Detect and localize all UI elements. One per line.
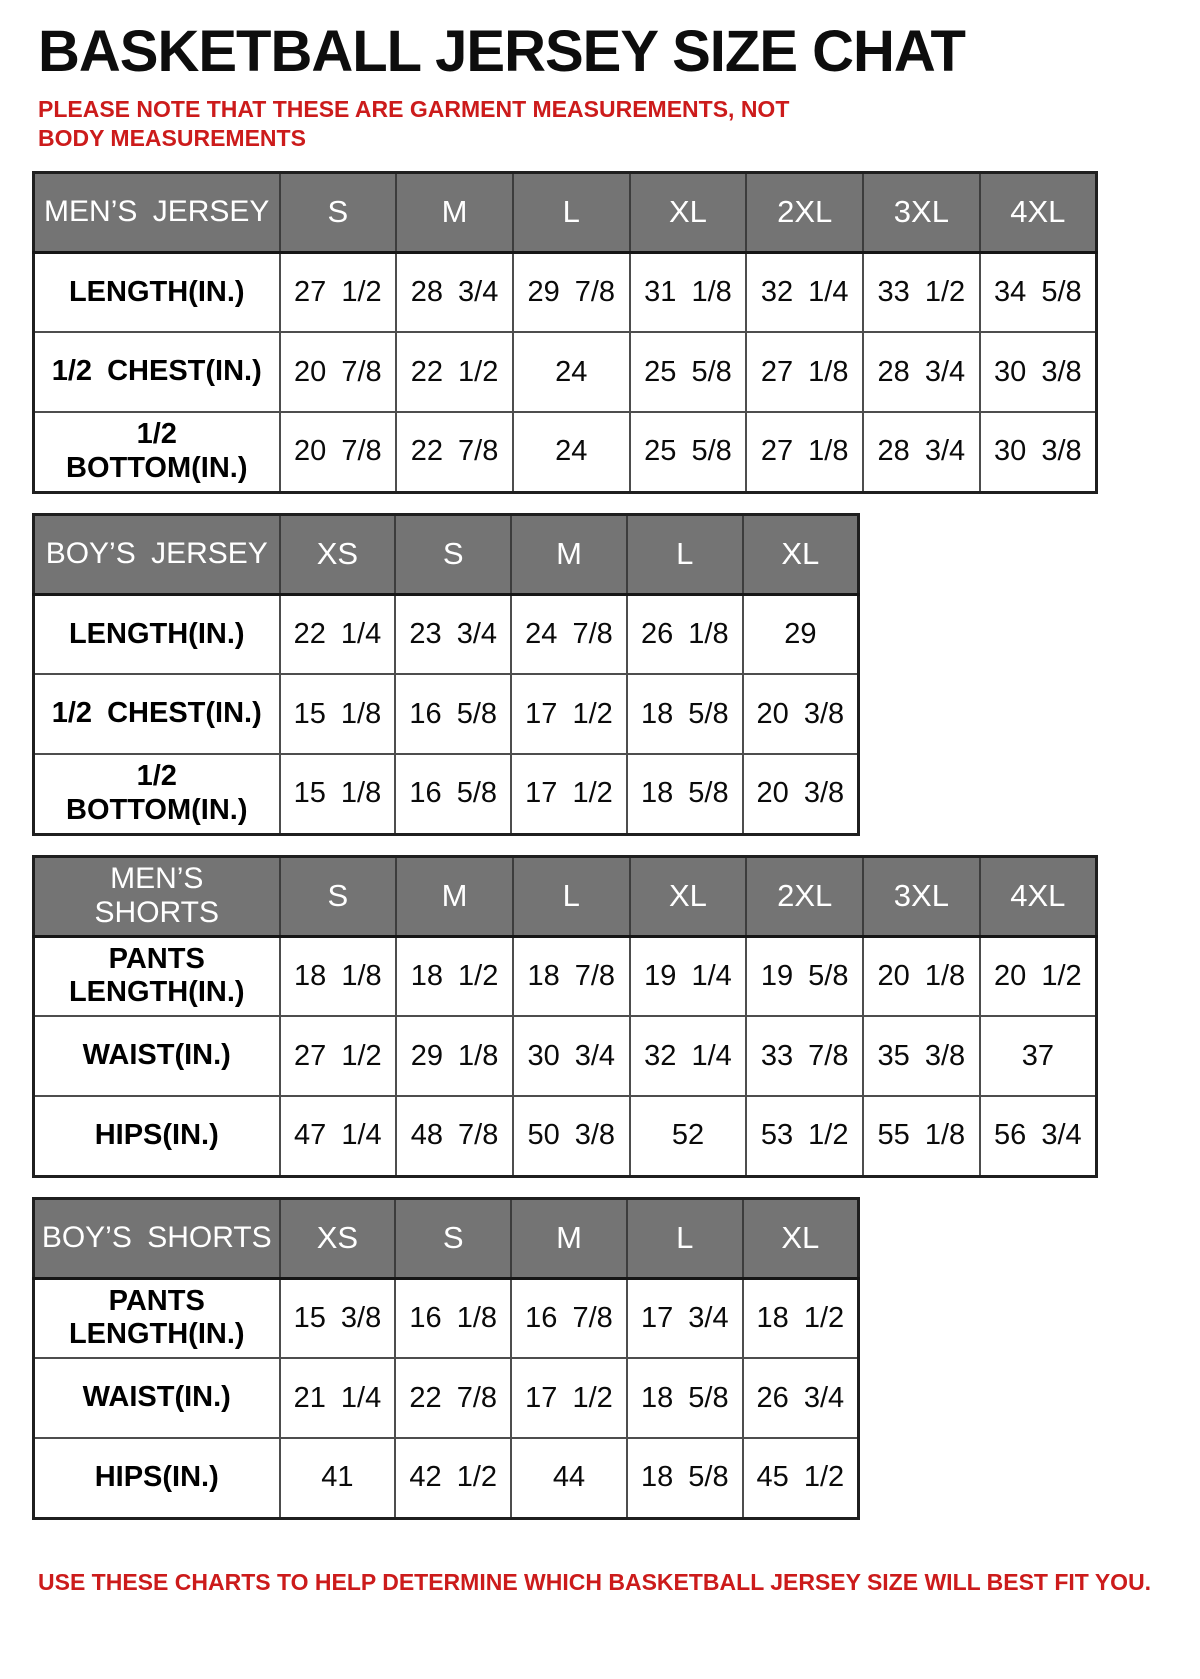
measurement-value: 56 3/4: [980, 1096, 1097, 1176]
measurement-value: 28 3/4: [863, 332, 980, 412]
size-column-header: 4XL: [980, 172, 1097, 252]
size-column-header: 3XL: [863, 856, 980, 936]
measurement-value: 26 1/8: [627, 594, 743, 674]
measurement-value: 16 7/8: [511, 1278, 627, 1358]
measurement-value: 32 1/4: [746, 252, 863, 332]
table-title-cell: BOY’S JERSEY: [34, 514, 280, 594]
measurement-value: 53 1/2: [746, 1096, 863, 1176]
measurement-value: 25 5/8: [630, 332, 747, 412]
row-label: PANTS LENGTH(IN.): [34, 936, 280, 1016]
measurement-value: 18 5/8: [627, 1358, 743, 1438]
measurement-value: 22 1/4: [280, 594, 396, 674]
measurement-value: 16 1/8: [395, 1278, 511, 1358]
measurement-value: 19 5/8: [746, 936, 863, 1016]
measurement-value: 33 7/8: [746, 1016, 863, 1096]
size-table-mens-jersey: [32, 171, 1098, 494]
row-label: PANTS LENGTH(IN.): [34, 1278, 280, 1358]
measurement-value: 55 1/8: [863, 1096, 980, 1176]
table-title-cell: MEN’S SHORTS: [34, 856, 280, 936]
measurement-value: 22 1/2: [396, 332, 513, 412]
measurement-value: 48 7/8: [396, 1096, 513, 1176]
header-row: [34, 1198, 859, 1278]
size-column-header: S: [395, 1198, 511, 1278]
header-row: [34, 856, 1097, 936]
measurement-value: 16 5/8: [395, 674, 511, 754]
row-label: LENGTH(IN.): [34, 594, 280, 674]
measurement-row: [34, 754, 859, 834]
measurement-value: 28 3/4: [396, 252, 513, 332]
size-column-header: 4XL: [980, 856, 1097, 936]
fit-note: USE THESE CHARTS TO HELP DETERMINE WHICH BASKETBALL JERSEY SIZE WILL BEST FIT YOU.: [38, 1568, 1152, 1595]
measurement-value: 34 5/8: [980, 252, 1097, 332]
size-column-header: L: [513, 856, 630, 936]
measurement-value: 20 1/8: [863, 936, 980, 1016]
measurement-value: 16 5/8: [395, 754, 511, 834]
garment-measurement-note: PLEASE NOTE THAT THESE ARE GARMENT MEASUREMENTS, NOT BODY MEASUREMENTS: [38, 96, 790, 151]
measurement-value: 24 7/8: [511, 594, 627, 674]
measurement-row: [34, 1358, 859, 1438]
measurement-value: 18 1/2: [396, 936, 513, 1016]
measurement-value: 25 5/8: [630, 412, 747, 492]
measurement-row: [34, 936, 1097, 1016]
measurement-value: 18 5/8: [627, 674, 743, 754]
row-label: HIPS(IN.): [34, 1438, 280, 1518]
size-column-header: XS: [280, 514, 396, 594]
measurement-row: [34, 332, 1097, 412]
measurement-value: 20 1/2: [980, 936, 1097, 1016]
size-column-header: S: [280, 856, 397, 936]
size-column-header: 2XL: [746, 856, 863, 936]
size-table-boys-jersey: [32, 513, 860, 836]
size-column-header: XL: [630, 172, 747, 252]
measurement-value: 41: [280, 1438, 396, 1518]
measurement-row: [34, 1016, 1097, 1096]
size-table-mens-shorts: [32, 855, 1098, 1178]
size-column-header: M: [511, 1198, 627, 1278]
measurement-value: 17 1/2: [511, 754, 627, 834]
measurement-value: 20 3/8: [743, 674, 859, 754]
measurement-value: 15 3/8: [280, 1278, 396, 1358]
header-row: [34, 514, 859, 594]
measurement-value: 23 3/4: [395, 594, 511, 674]
row-label: HIPS(IN.): [34, 1096, 280, 1176]
measurement-value: 18 7/8: [513, 936, 630, 1016]
size-column-header: L: [513, 172, 630, 252]
measurement-value: 24: [513, 332, 630, 412]
measurement-value: 29 7/8: [513, 252, 630, 332]
size-column-header: M: [396, 856, 513, 936]
measurement-value: 18 1/2: [743, 1278, 859, 1358]
size-column-header: S: [280, 172, 397, 252]
size-column-header: L: [627, 1198, 743, 1278]
row-label: 1/2 CHEST(IN.): [34, 674, 280, 754]
measurement-value: 22 7/8: [395, 1358, 511, 1438]
row-label: 1/2 BOTTOM(IN.): [34, 754, 280, 834]
measurement-value: 27 1/8: [746, 412, 863, 492]
measurement-value: 47 1/4: [280, 1096, 397, 1176]
measurement-row: [34, 412, 1097, 492]
measurement-value: 27 1/2: [280, 1016, 397, 1096]
measurement-value: 52: [630, 1096, 747, 1176]
measurement-value: 18 5/8: [627, 754, 743, 834]
size-column-header: XL: [630, 856, 747, 936]
measurement-value: 30 3/8: [980, 332, 1097, 412]
measurement-value: 37: [980, 1016, 1097, 1096]
measurement-value: 29 1/8: [396, 1016, 513, 1096]
page-title: BASKETBALL JERSEY SIZE CHAT: [38, 19, 965, 84]
measurement-value: 21 1/4: [280, 1358, 396, 1438]
header-row: [34, 172, 1097, 252]
row-label: LENGTH(IN.): [34, 252, 280, 332]
measurement-value: 20 7/8: [280, 412, 397, 492]
measurement-value: 15 1/8: [280, 674, 396, 754]
measurement-value: 18 1/8: [280, 936, 397, 1016]
size-column-header: S: [395, 514, 511, 594]
row-label: WAIST(IN.): [34, 1016, 280, 1096]
measurement-row: [34, 1278, 859, 1358]
size-column-header: XS: [280, 1198, 396, 1278]
measurement-value: 26 3/4: [743, 1358, 859, 1438]
measurement-value: 28 3/4: [863, 412, 980, 492]
size-column-header: 2XL: [746, 172, 863, 252]
measurement-value: 17 1/2: [511, 674, 627, 754]
measurement-value: 32 1/4: [630, 1016, 747, 1096]
measurement-value: 30 3/8: [980, 412, 1097, 492]
size-column-header: XL: [743, 1198, 859, 1278]
measurement-value: 31 1/8: [630, 252, 747, 332]
measurement-value: 50 3/8: [513, 1096, 630, 1176]
measurement-value: 18 5/8: [627, 1438, 743, 1518]
measurement-value: 27 1/8: [746, 332, 863, 412]
measurement-value: 45 1/2: [743, 1438, 859, 1518]
measurement-value: 33 1/2: [863, 252, 980, 332]
row-label: 1/2 BOTTOM(IN.): [34, 412, 280, 492]
row-label: WAIST(IN.): [34, 1358, 280, 1438]
size-table-boys-shorts: [32, 1197, 860, 1520]
measurement-value: 15 1/8: [280, 754, 396, 834]
tables-container: [32, 171, 1200, 1520]
measurement-row: [34, 1096, 1097, 1176]
measurement-value: 27 1/2: [280, 252, 397, 332]
measurement-value: 30 3/4: [513, 1016, 630, 1096]
measurement-value: 44: [511, 1438, 627, 1518]
measurement-value: 19 1/4: [630, 936, 747, 1016]
measurement-value: 17 3/4: [627, 1278, 743, 1358]
size-column-header: 3XL: [863, 172, 980, 252]
table-title-cell: MEN’S JERSEY: [34, 172, 280, 252]
measurement-row: [34, 674, 859, 754]
measurement-value: 22 7/8: [396, 412, 513, 492]
measurement-value: 17 1/2: [511, 1358, 627, 1438]
measurement-value: 24: [513, 412, 630, 492]
size-column-header: M: [511, 514, 627, 594]
row-label: 1/2 CHEST(IN.): [34, 332, 280, 412]
measurement-row: [34, 252, 1097, 332]
measurement-value: 20 3/8: [743, 754, 859, 834]
size-column-header: M: [396, 172, 513, 252]
size-chart-page: [32, 18, 1200, 1596]
measurement-value: 20 7/8: [280, 332, 397, 412]
size-column-header: L: [627, 514, 743, 594]
measurement-value: 42 1/2: [395, 1438, 511, 1518]
table-title-cell: BOY’S SHORTS: [34, 1198, 280, 1278]
measurement-row: [34, 1438, 859, 1518]
size-column-header: XL: [743, 514, 859, 594]
measurement-row: [34, 594, 859, 674]
measurement-value: 29: [743, 594, 859, 674]
measurement-value: 35 3/8: [863, 1016, 980, 1096]
